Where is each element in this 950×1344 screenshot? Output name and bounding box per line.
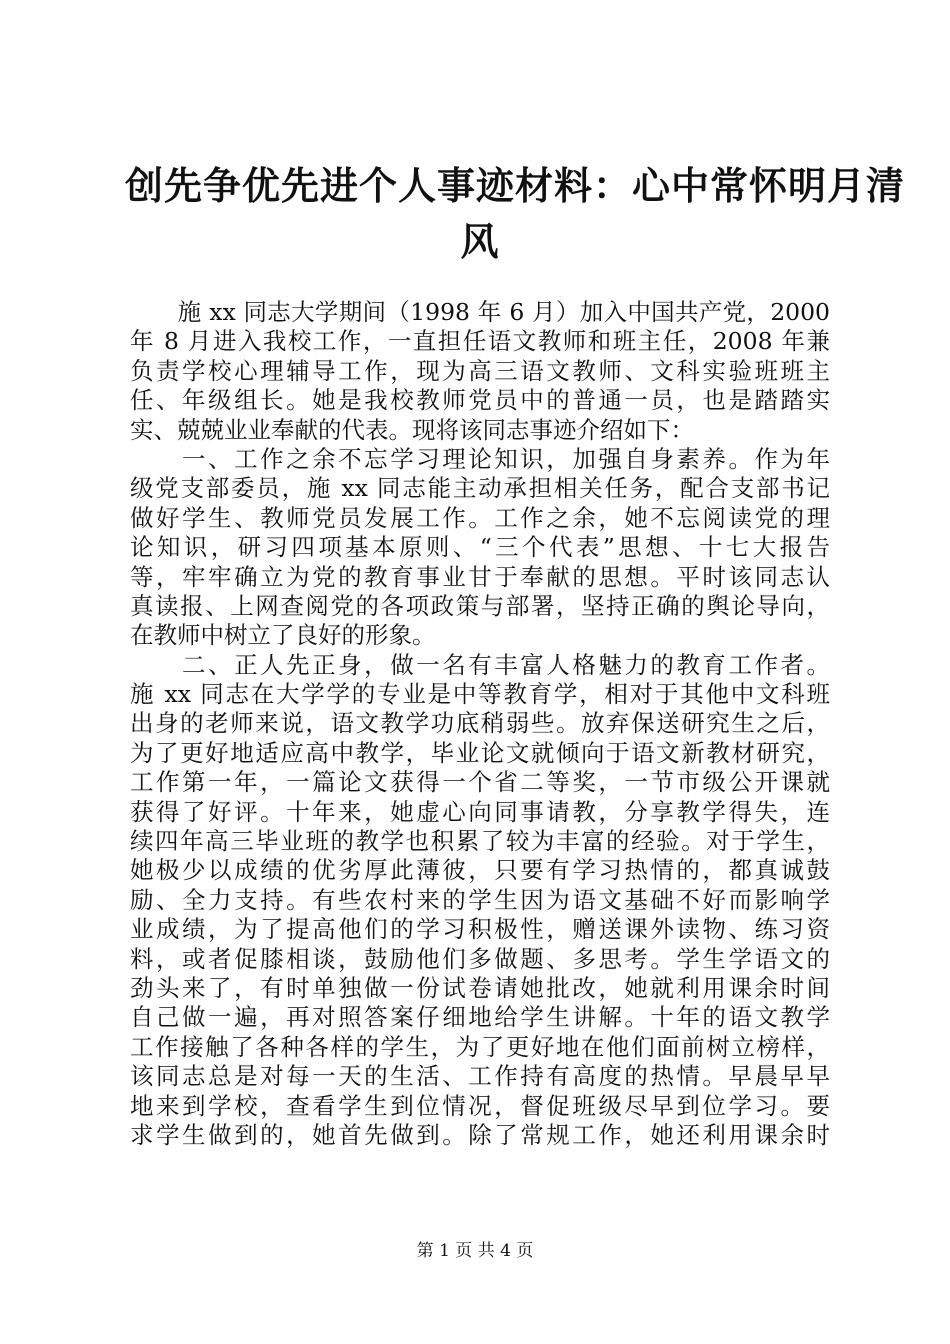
body-line: 负责学校心理辅导工作，现为高三语文教师、文科实验班班主 <box>130 356 830 385</box>
body-line: 年 8 月进入我校工作，一直担任语文教师和班主任，2008 年兼 <box>130 327 830 356</box>
body-line: 地来到学校，查看学生到位情况，督促班级尽早到位学习。要 <box>130 1091 830 1120</box>
title-line-1: 创先争优先进个人事迹材料：心中常怀明月清 <box>125 163 906 208</box>
body-line: 施 xx 同志在大学学的专业是中等教育学，相对于其他中文科班 <box>130 680 830 709</box>
body-line: 续四年高三毕业班的教学也积累了较为丰富的经验。对于学生， <box>130 827 830 856</box>
body-line: 业成绩，为了提高他们的学习积极性，赠送课外读物、练习资 <box>130 915 830 944</box>
body-line: 等，牢牢确立为党的教育事业甘于奉献的思想。平时该同志认 <box>130 562 830 591</box>
body-line: 获得了好评。十年来，她虚心向同事请教，分享教学得失，连 <box>130 797 830 826</box>
body-line: 她极少以成绩的优劣厚此薄彼，只要有学习热情的，都真诚鼓 <box>130 856 830 885</box>
document-title <box>125 158 906 270</box>
body-line: 为了更好地适应高中教学，毕业论文就倾向于语文新教材研究， <box>130 738 830 767</box>
body-line: 自己做一遍，再对照答案仔细地给学生讲解。十年的语文教学 <box>130 1003 830 1032</box>
body-line: 求学生做到的，她首先做到。除了常规工作，她还利用课余时 <box>130 1120 830 1149</box>
document-body <box>130 298 830 1150</box>
body-line: 一、工作之余不忘学习理论知识，加强自身素养。作为年 <box>130 444 830 473</box>
body-line: 二、正人先正身，做一名有丰富人格魅力的教育工作者。 <box>130 650 830 679</box>
body-line: 出身的老师来说，语文教学功底稍弱些。放弃保送研究生之后， <box>130 709 830 738</box>
body-line: 在教师中树立了良好的形象。 <box>130 621 436 650</box>
body-line: 该同志总是对每一天的生活、工作持有高度的热情。早晨早早 <box>130 1062 830 1091</box>
body-line: 做好学生、教师党员发展工作。工作之余，她不忘阅读党的理 <box>130 503 830 532</box>
body-line: 励、全力支持。有些农村来的学生因为语文基础不好而影响学 <box>130 885 830 914</box>
body-line: 工作接触了各种各样的学生，为了更好地在他们面前树立榜样， <box>130 1032 830 1061</box>
body-line: 论知识，研习四项基本原则、“三个代表”思想、十七大报告 <box>130 533 830 562</box>
body-line: 施 xx 同志大学期间（1998 年 6 月）加入中国共产党，2000 <box>130 298 830 326</box>
body-line: 任、年级组长。她是我校教师党员中的普通一员，也是踏踏实 <box>130 386 830 415</box>
body-line: 实、兢兢业业奉献的代表。现将该同志事迹介绍如下： <box>130 415 694 444</box>
body-line: 料，或者促膝相谈，鼓励他们多做题、多思考。学生学语文的 <box>130 944 830 973</box>
body-line: 真读报、上网查阅党的各项政策与部署，坚持正确的舆论导向， <box>130 591 830 620</box>
body-line: 劲头来了，有时单独做一份试卷请她批改，她就利用课余时间 <box>130 973 830 1002</box>
body-line: 工作第一年，一篇论文获得一个省二等奖，一节市级公开课就 <box>130 768 830 797</box>
title-line-2: 风 <box>460 219 500 264</box>
page-footer: 第 1 页 共 4 页 <box>416 1241 534 1261</box>
body-line: 级党支部委员，施 xx 同志能主动承担相关任务，配合支部书记 <box>130 474 830 503</box>
